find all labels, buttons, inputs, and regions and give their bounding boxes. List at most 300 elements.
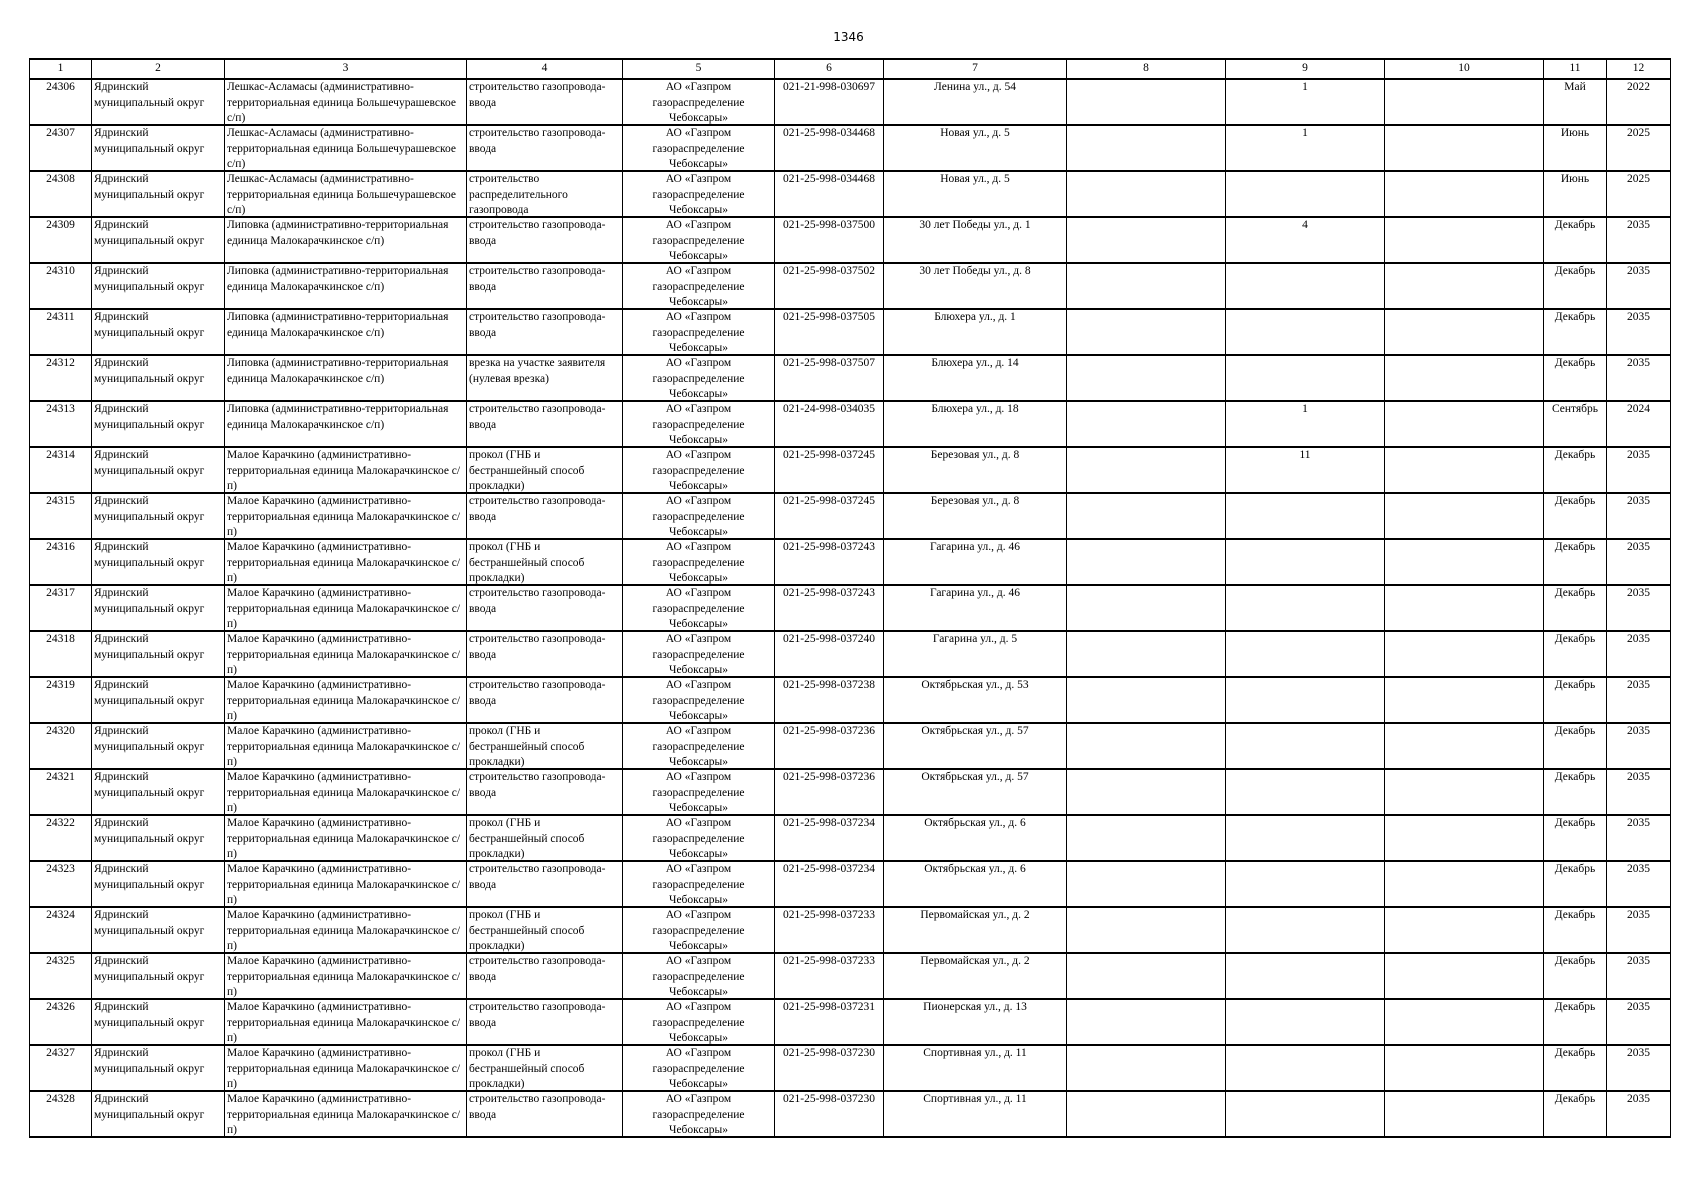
address: 30 лет Победы ул., д. 8 <box>919 265 1031 277</box>
year-cell <box>1607 723 1671 769</box>
column-8-value-cell <box>1067 217 1226 263</box>
request-number-cell <box>775 263 884 309</box>
column-10-value-cell <box>1385 355 1544 401</box>
month: Декабрь <box>1554 449 1596 461</box>
work-type-cell <box>467 631 623 677</box>
address: Октябрьская ул., д. 6 <box>924 863 1026 875</box>
address: Блюхера ул., д. 18 <box>931 403 1019 415</box>
month-cell <box>1544 631 1607 677</box>
year: 2035 <box>1627 679 1650 691</box>
month-cell <box>1544 815 1607 861</box>
month-cell <box>1544 585 1607 631</box>
address-cell <box>884 861 1067 907</box>
settlement: Липовка (административно-территориальная единица Малокарачкинское с/п) <box>227 219 449 247</box>
year: 2035 <box>1627 909 1650 921</box>
column-9-value: 11 <box>1299 449 1311 461</box>
work-type: строительство распределительного газопровода <box>469 173 568 216</box>
year-cell <box>1607 125 1671 171</box>
table-row <box>30 585 1671 631</box>
record-number: 24315 <box>46 495 75 507</box>
address-cell <box>884 585 1067 631</box>
work-type: врезка на участке заявителя (нулевая врезка) <box>469 357 606 385</box>
column-10-value-cell <box>1385 217 1544 263</box>
table-row <box>30 309 1671 355</box>
record-number-cell <box>30 539 92 585</box>
work-type: строительство газопровода-ввода <box>469 265 606 293</box>
column-10-value-cell <box>1385 907 1544 953</box>
request-number-cell <box>775 355 884 401</box>
address-cell <box>884 263 1067 309</box>
column-9-value-cell <box>1226 723 1385 769</box>
record-number: 24319 <box>46 679 75 691</box>
work-type-cell <box>467 355 623 401</box>
municipality: Ядринский муниципальный округ <box>94 863 205 891</box>
column-9-value-cell <box>1226 217 1385 263</box>
column-header: 9 <box>1226 59 1385 79</box>
municipality: Ядринский муниципальный округ <box>94 173 205 201</box>
column-number-row <box>30 59 1671 79</box>
year-cell <box>1607 677 1671 723</box>
settlement-cell <box>225 1045 467 1091</box>
table-row <box>30 447 1671 493</box>
municipality: Ядринский муниципальный округ <box>94 771 205 799</box>
column-header: 8 <box>1067 59 1226 79</box>
record-number-cell <box>30 907 92 953</box>
address-cell <box>884 493 1067 539</box>
month-cell <box>1544 723 1607 769</box>
record-number: 24313 <box>46 403 75 415</box>
column-9-value-cell <box>1226 677 1385 723</box>
record-number-cell <box>30 217 92 263</box>
column-8-value-cell <box>1067 263 1226 309</box>
work-type: прокол (ГНБ и бестраншейный способ прокладки) <box>469 817 585 860</box>
municipality-cell <box>92 999 225 1045</box>
organization-cell <box>623 907 775 953</box>
organization-cell <box>623 217 775 263</box>
year-cell <box>1607 309 1671 355</box>
address: Блюхера ул., д. 1 <box>934 311 1016 323</box>
work-type: строительство газопровода-ввода <box>469 1093 606 1121</box>
settlement-cell <box>225 125 467 171</box>
column-8-value-cell <box>1067 401 1226 447</box>
column-9-value: 1 <box>1302 127 1308 139</box>
month: Декабрь <box>1554 909 1596 921</box>
month: Декабрь <box>1554 1047 1596 1059</box>
year: 2035 <box>1627 265 1650 277</box>
settlement-cell <box>225 769 467 815</box>
address: Октябрьская ул., д. 57 <box>921 725 1029 737</box>
address: Гагарина ул., д. 46 <box>929 541 1021 553</box>
month-cell <box>1544 355 1607 401</box>
municipality-cell <box>92 355 225 401</box>
year-cell <box>1607 493 1671 539</box>
year-cell <box>1607 1045 1671 1091</box>
year: 2035 <box>1627 357 1650 369</box>
request-number-cell <box>775 1091 884 1137</box>
column-header: 11 <box>1544 59 1607 79</box>
municipality-cell <box>92 1045 225 1091</box>
column-9-value-cell <box>1226 493 1385 539</box>
column-8-value-cell <box>1067 631 1226 677</box>
year: 2035 <box>1627 1093 1650 1105</box>
address-cell <box>884 355 1067 401</box>
organization-cell <box>623 861 775 907</box>
column-10-value-cell <box>1385 79 1544 125</box>
address-cell <box>884 79 1067 125</box>
record-number-cell <box>30 999 92 1045</box>
work-type-cell <box>467 769 623 815</box>
municipality: Ядринский муниципальный округ <box>94 679 205 707</box>
table-row <box>30 493 1671 539</box>
record-number-cell <box>30 769 92 815</box>
request-number-cell <box>775 79 884 125</box>
municipality-cell <box>92 401 225 447</box>
work-type: строительство газопровода-ввода <box>469 219 606 247</box>
request-number-cell <box>775 953 884 999</box>
organization: АО «Газпром газораспределение Чебоксары» <box>652 81 745 124</box>
address-cell <box>884 447 1067 493</box>
month-cell <box>1544 79 1607 125</box>
organization: АО «Газпром газораспределение Чебоксары» <box>652 357 745 400</box>
column-8-value-cell <box>1067 309 1226 355</box>
request-number: 021-25-998-034468 <box>783 127 875 139</box>
address: Ленина ул., д. 54 <box>934 81 1016 93</box>
request-number: 021-25-998-034468 <box>783 173 875 185</box>
column-header: 7 <box>884 59 1067 79</box>
organization: АО «Газпром газораспределение Чебоксары» <box>652 587 745 630</box>
work-type-cell <box>467 907 623 953</box>
record-number: 24324 <box>46 909 75 921</box>
column-header: 12 <box>1607 59 1671 79</box>
work-type-cell <box>467 861 623 907</box>
year: 2035 <box>1627 771 1650 783</box>
column-8-value-cell <box>1067 907 1226 953</box>
settlement: Малое Карачкино (административно-территориальная единица Малокарачкинское с/п) <box>227 1001 461 1044</box>
work-type: строительство газопровода-ввода <box>469 771 606 799</box>
column-9-value-cell <box>1226 447 1385 493</box>
settlement: Лешкас-Асламасы (административно-территориальная единица Большечурашевское с/п) <box>227 127 456 170</box>
column-8-value-cell <box>1067 125 1226 171</box>
request-number: 021-25-998-037233 <box>783 909 875 921</box>
organization-cell <box>623 447 775 493</box>
year-cell <box>1607 539 1671 585</box>
year: 2035 <box>1627 541 1650 553</box>
month: Декабрь <box>1554 817 1596 829</box>
settlement: Малое Карачкино (административно-территориальная единица Малокарачкинское с/п) <box>227 955 461 998</box>
municipality-cell <box>92 1091 225 1137</box>
request-number-cell <box>775 125 884 171</box>
organization-cell <box>623 493 775 539</box>
municipality-cell <box>92 125 225 171</box>
record-number: 24316 <box>46 541 75 553</box>
month-cell <box>1544 1091 1607 1137</box>
record-number: 24307 <box>46 127 75 139</box>
table-row <box>30 401 1671 447</box>
column-8-value-cell <box>1067 539 1226 585</box>
table-row <box>30 125 1671 171</box>
address: Новая ул., д. 5 <box>940 173 1010 185</box>
table-row <box>30 263 1671 309</box>
record-number: 24308 <box>46 173 75 185</box>
month-cell <box>1544 125 1607 171</box>
column-10-value-cell <box>1385 493 1544 539</box>
month-cell <box>1544 1045 1607 1091</box>
municipality: Ядринский муниципальный округ <box>94 909 205 937</box>
month: Декабрь <box>1554 633 1596 645</box>
column-9-value-cell <box>1226 1045 1385 1091</box>
month-cell <box>1544 861 1607 907</box>
request-number: 021-24-998-034035 <box>783 403 875 415</box>
municipality: Ядринский муниципальный округ <box>94 81 205 109</box>
settlement: Малое Карачкино (административно-территориальная единица Малокарачкинское с/п) <box>227 817 461 860</box>
year-cell <box>1607 1091 1671 1137</box>
municipality-cell <box>92 447 225 493</box>
month: Декабрь <box>1554 265 1596 277</box>
year-cell <box>1607 907 1671 953</box>
organization: АО «Газпром газораспределение Чебоксары» <box>652 863 745 906</box>
month-cell <box>1544 999 1607 1045</box>
work-type: строительство газопровода-ввода <box>469 403 606 431</box>
request-number-cell <box>775 815 884 861</box>
work-type-cell <box>467 999 623 1045</box>
address-cell <box>884 677 1067 723</box>
column-10-value-cell <box>1385 999 1544 1045</box>
municipality-cell <box>92 953 225 999</box>
settlement: Лешкас-Асламасы (административно-территориальная единица Большечурашевское с/п) <box>227 81 456 124</box>
request-number-cell <box>775 861 884 907</box>
settlement: Малое Карачкино (административно-территориальная единица Малокарачкинское с/п) <box>227 679 461 722</box>
request-number: 021-25-998-037231 <box>783 1001 875 1013</box>
work-type-cell <box>467 585 623 631</box>
column-9-value-cell <box>1226 355 1385 401</box>
settlement-cell <box>225 585 467 631</box>
settlement-cell <box>225 493 467 539</box>
municipality-cell <box>92 861 225 907</box>
request-number-cell <box>775 723 884 769</box>
year-cell <box>1607 815 1671 861</box>
record-number: 24318 <box>46 633 75 645</box>
record-number-cell <box>30 355 92 401</box>
work-type: прокол (ГНБ и бестраншейный способ прокладки) <box>469 1047 585 1090</box>
column-8-value-cell <box>1067 769 1226 815</box>
table-row <box>30 355 1671 401</box>
address-cell <box>884 723 1067 769</box>
address: Блюхера ул., д. 14 <box>931 357 1019 369</box>
column-8-value-cell <box>1067 79 1226 125</box>
year-cell <box>1607 263 1671 309</box>
request-number-cell <box>775 1045 884 1091</box>
column-header: 10 <box>1385 59 1544 79</box>
table-row <box>30 953 1671 999</box>
request-number-cell <box>775 907 884 953</box>
settlement-cell <box>225 953 467 999</box>
settlement: Малое Карачкино (административно-территориальная единица Малокарачкинское с/п) <box>227 1093 461 1136</box>
organization: АО «Газпром газораспределение Чебоксары» <box>652 817 745 860</box>
table-row <box>30 677 1671 723</box>
month-cell <box>1544 677 1607 723</box>
settlement: Малое Карачкино (административно-территориальная единица Малокарачкинское с/п) <box>227 541 461 584</box>
municipality: Ядринский муниципальный округ <box>94 587 205 615</box>
municipality-cell <box>92 585 225 631</box>
organization: АО «Газпром газораспределение Чебоксары» <box>652 127 745 170</box>
work-type: строительство газопровода-ввода <box>469 633 606 661</box>
work-type-cell <box>467 309 623 355</box>
organization: АО «Газпром газораспределение Чебоксары» <box>652 403 745 446</box>
request-number: 021-25-998-037507 <box>783 357 875 369</box>
table-row <box>30 217 1671 263</box>
address-cell <box>884 769 1067 815</box>
month: Декабрь <box>1554 863 1596 875</box>
table-row <box>30 907 1671 953</box>
work-type-cell <box>467 953 623 999</box>
work-type-cell <box>467 723 623 769</box>
municipality-cell <box>92 907 225 953</box>
year: 2025 <box>1627 173 1650 185</box>
column-9-value-cell <box>1226 79 1385 125</box>
column-9-value-cell <box>1226 585 1385 631</box>
year-cell <box>1607 999 1671 1045</box>
organization-cell <box>623 815 775 861</box>
municipality: Ядринский муниципальный округ <box>94 541 205 569</box>
work-type: строительство газопровода-ввода <box>469 495 606 523</box>
month: Сентябрь <box>1551 403 1599 415</box>
work-type-cell <box>467 447 623 493</box>
settlement-cell <box>225 907 467 953</box>
work-type: строительство газопровода-ввода <box>469 955 606 983</box>
settlement: Липовка (административно-территориальная единица Малокарачкинское с/п) <box>227 311 449 339</box>
column-8-value-cell <box>1067 171 1226 217</box>
record-number-cell <box>30 585 92 631</box>
column-8-value-cell <box>1067 677 1226 723</box>
record-number-cell <box>30 401 92 447</box>
month: Декабрь <box>1554 725 1596 737</box>
settlement: Малое Карачкино (административно-территориальная единица Малокарачкинское с/п) <box>227 449 461 492</box>
year-cell <box>1607 79 1671 125</box>
organization-cell <box>623 125 775 171</box>
request-number-cell <box>775 217 884 263</box>
request-number: 021-21-998-030697 <box>783 81 875 93</box>
municipality-cell <box>92 769 225 815</box>
column-9-value-cell <box>1226 769 1385 815</box>
table-row <box>30 723 1671 769</box>
request-number-cell <box>775 309 884 355</box>
address: Спортивная ул., д. 11 <box>923 1047 1027 1059</box>
address-cell <box>884 539 1067 585</box>
settlement: Малое Карачкино (административно-территориальная единица Малокарачкинское с/п) <box>227 771 461 814</box>
year-cell <box>1607 769 1671 815</box>
settlement: Липовка (административно-территориальная единица Малокарачкинское с/п) <box>227 357 449 385</box>
record-number: 24317 <box>46 587 75 599</box>
work-type: прокол (ГНБ и бестраншейный способ прокладки) <box>469 909 585 952</box>
record-number: 24312 <box>46 357 75 369</box>
work-type: прокол (ГНБ и бестраншейный способ прокладки) <box>469 449 585 492</box>
address: Гагарина ул., д. 46 <box>929 587 1021 599</box>
settlement-cell <box>225 171 467 217</box>
year-cell <box>1607 171 1671 217</box>
request-number-cell <box>775 999 884 1045</box>
municipality-cell <box>92 723 225 769</box>
work-type: строительство газопровода-ввода <box>469 1001 606 1029</box>
column-10-value-cell <box>1385 815 1544 861</box>
request-number-cell <box>775 539 884 585</box>
month: Июнь <box>1560 173 1590 185</box>
column-9-value-cell <box>1226 631 1385 677</box>
request-number-cell <box>775 585 884 631</box>
settlement: Липовка (административно-территориальная единица Малокарачкинское с/п) <box>227 265 449 293</box>
organization: АО «Газпром газораспределение Чебоксары» <box>652 679 745 722</box>
column-8-value-cell <box>1067 861 1226 907</box>
organization-cell <box>623 723 775 769</box>
month: Декабрь <box>1554 771 1596 783</box>
address-cell <box>884 171 1067 217</box>
record-number-cell <box>30 493 92 539</box>
column-header: 5 <box>623 59 775 79</box>
table-row <box>30 539 1671 585</box>
address: Пионерская ул., д. 13 <box>923 1001 1027 1013</box>
record-number-cell <box>30 309 92 355</box>
year: 2035 <box>1627 633 1650 645</box>
municipality-cell <box>92 263 225 309</box>
record-number: 24314 <box>46 449 75 461</box>
month-cell <box>1544 539 1607 585</box>
record-number: 24306 <box>46 81 75 93</box>
column-8-value-cell <box>1067 355 1226 401</box>
settlement-cell <box>225 999 467 1045</box>
column-10-value-cell <box>1385 401 1544 447</box>
settlement-cell <box>225 79 467 125</box>
work-type: строительство газопровода-ввода <box>469 81 606 109</box>
organization-cell <box>623 171 775 217</box>
request-number: 021-25-998-037236 <box>783 725 875 737</box>
municipality-cell <box>92 309 225 355</box>
year-cell <box>1607 953 1671 999</box>
column-8-value-cell <box>1067 953 1226 999</box>
request-number: 021-25-998-037234 <box>783 817 875 829</box>
organization-cell <box>623 355 775 401</box>
column-9-value-cell <box>1226 125 1385 171</box>
settlement-cell <box>225 447 467 493</box>
municipality: Ядринский муниципальный округ <box>94 633 205 661</box>
address-cell <box>884 999 1067 1045</box>
work-type-cell <box>467 1091 623 1137</box>
column-9-value-cell <box>1226 861 1385 907</box>
column-header: 6 <box>775 59 884 79</box>
record-number-cell <box>30 1091 92 1137</box>
organization: АО «Газпром газораспределение Чебоксары» <box>652 219 745 262</box>
table-row <box>30 815 1671 861</box>
organization: АО «Газпром газораспределение Чебоксары» <box>652 955 745 998</box>
address: Октябрьская ул., д. 53 <box>921 679 1029 691</box>
request-number: 021-25-998-037502 <box>783 265 875 277</box>
settlement: Малое Карачкино (административно-территориальная единица Малокарачкинское с/п) <box>227 633 461 676</box>
table-row <box>30 769 1671 815</box>
register-table <box>29 58 1671 1138</box>
settlement-cell <box>225 401 467 447</box>
request-number-cell <box>775 677 884 723</box>
column-8-value-cell <box>1067 493 1226 539</box>
month: Декабрь <box>1554 219 1596 231</box>
year: 2035 <box>1627 449 1650 461</box>
municipality-cell <box>92 79 225 125</box>
column-10-value-cell <box>1385 1045 1544 1091</box>
settlement-cell <box>225 539 467 585</box>
organization: АО «Газпром газораспределение Чебоксары» <box>652 173 745 216</box>
organization-cell <box>623 263 775 309</box>
request-number: 021-25-998-037500 <box>783 219 875 231</box>
municipality: Ядринский муниципальный округ <box>94 265 205 293</box>
address-cell <box>884 217 1067 263</box>
record-number-cell <box>30 815 92 861</box>
